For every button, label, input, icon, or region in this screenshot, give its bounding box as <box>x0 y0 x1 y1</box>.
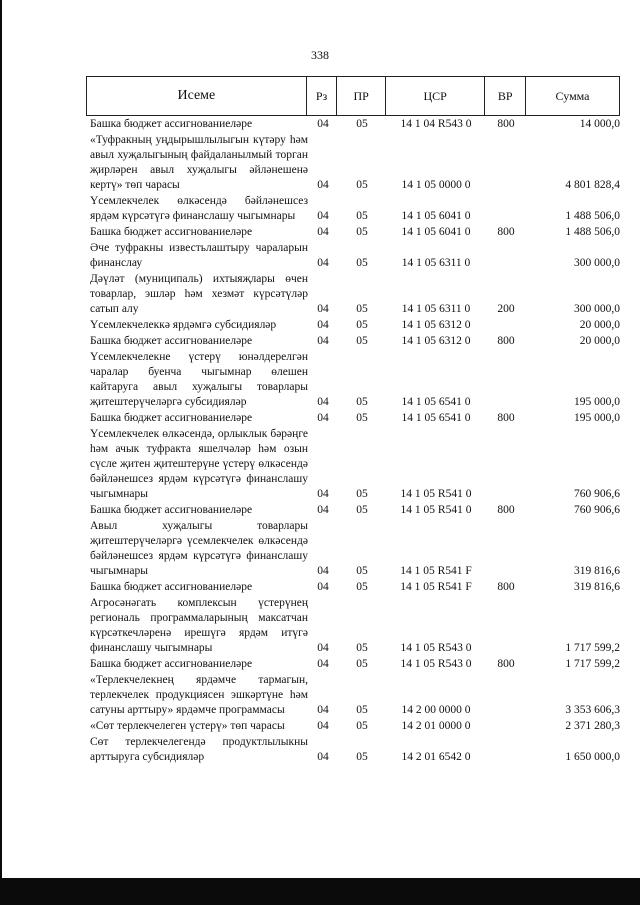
row-vr: 200 <box>497 303 515 315</box>
row-rz: 04 <box>317 179 329 191</box>
scan-left-edge <box>0 0 2 905</box>
row-rz: 04 <box>317 504 329 516</box>
table-row <box>90 350 620 410</box>
row-name: Башка бюджет ассигнованиеләре <box>90 581 253 593</box>
row-pr: 05 <box>356 751 368 763</box>
row-csr: 14 1 05 R541 0 <box>400 504 472 516</box>
table-row <box>90 519 620 579</box>
row-csr: 14 1 05 6541 0 <box>401 396 471 408</box>
row-name: Башка бюджет ассигнованиеләре <box>90 658 253 670</box>
header-csr: ЦСР <box>385 77 485 116</box>
row-name: Сөт терлекчелегендә продуктлылыкны арттыруга субсидияләр <box>90 736 308 763</box>
row-pr: 05 <box>356 396 368 408</box>
table-row <box>90 272 620 317</box>
table-row <box>90 334 620 349</box>
row-sum: 760 906,6 <box>574 504 620 516</box>
row-sum: 319 816,6 <box>574 565 620 577</box>
row-rz: 04 <box>317 226 329 238</box>
row-pr: 05 <box>356 581 368 593</box>
row-csr: 14 1 05 0000 0 <box>401 179 471 191</box>
row-rz: 04 <box>317 319 329 331</box>
row-pr: 05 <box>356 335 368 347</box>
row-pr: 05 <box>356 257 368 269</box>
row-pr: 05 <box>356 504 368 516</box>
row-csr: 14 1 05 R543 0 <box>400 642 472 654</box>
row-csr: 14 2 00 0000 0 <box>401 704 471 716</box>
row-vr: 800 <box>497 658 515 670</box>
row-name: «Туфракның уңдырышлылыгын күтәру һәм авыл хуҗалыгының файдаланылмый торган җирләрен авыл хуҗалыгы әйләнешенә кертү» төп чарасы <box>90 134 308 191</box>
row-sum: 20 000,0 <box>579 319 620 331</box>
row-name: Үсемлекчелек өлкәсендә, орлыклык бәрәңге һәм ачык туфракта яшелчәләр һәм озын сүсле җитен җитештерүне үстерү өлкәсендә бәйләнешсез ярдәм күрсәтүгә финанслашу чыгымнары <box>90 428 308 500</box>
table-row <box>90 411 620 426</box>
row-name: Үсемлекчелекне үстерү юнәлдерелгән чаралар буенча чыгымнар өлешен кайтаруга авыл хуҗалыгы товарлары җитештерүчеләргә субсидияләр <box>90 351 308 408</box>
row-name: Башка бюджет ассигнованиеләре <box>90 412 253 424</box>
row-pr: 05 <box>356 488 368 500</box>
table-row <box>90 657 620 672</box>
table-row <box>90 241 620 271</box>
header-rz: Рз <box>306 77 337 116</box>
row-pr: 05 <box>356 704 368 716</box>
table-row <box>90 117 620 132</box>
row-vr: 800 <box>497 226 515 238</box>
row-name: Үсемлекчелеккә ярдәмгә субсидияләр <box>90 319 277 331</box>
row-vr: 800 <box>497 118 515 130</box>
row-pr: 05 <box>356 565 368 577</box>
table-row <box>90 427 620 502</box>
page-number: 338 <box>311 48 329 62</box>
row-sum: 4 801 828,4 <box>565 179 620 191</box>
table-row <box>90 503 620 518</box>
table-row <box>90 133 620 193</box>
table-row <box>90 735 620 765</box>
row-rz: 04 <box>317 751 329 763</box>
row-sum: 300 000,0 <box>574 303 620 315</box>
row-pr: 05 <box>356 179 368 191</box>
scan-bottom-edge <box>0 878 640 905</box>
row-pr: 05 <box>356 720 368 732</box>
row-pr: 05 <box>356 319 368 331</box>
table-row <box>90 194 620 224</box>
row-csr: 14 1 05 R541 F <box>400 565 472 577</box>
row-name: Башка бюджет ассигнованиеләре <box>90 335 253 347</box>
row-sum: 760 906,6 <box>574 488 620 500</box>
row-rz: 04 <box>317 412 329 424</box>
row-csr: 14 1 05 R541 0 <box>400 488 472 500</box>
row-rz: 04 <box>317 396 329 408</box>
row-csr: 14 1 05 6311 0 <box>401 257 471 269</box>
table-row <box>90 596 620 656</box>
row-sum: 1 717 599,2 <box>565 658 620 670</box>
header-sum: Сумма <box>526 77 620 116</box>
row-sum: 2 371 280,3 <box>565 720 620 732</box>
row-sum: 1 650 000,0 <box>565 751 620 763</box>
row-name: Әче туфракны известьлаштыру чараларын финанслау <box>90 242 308 269</box>
table-header <box>86 76 620 116</box>
row-rz: 04 <box>317 488 329 500</box>
row-sum: 20 000,0 <box>579 335 620 347</box>
row-rz: 04 <box>317 642 329 654</box>
row-rz: 04 <box>317 303 329 315</box>
row-pr: 05 <box>356 226 368 238</box>
table-row <box>90 318 620 333</box>
row-vr: 800 <box>497 581 515 593</box>
row-name: Үсемлекчелек өлкәсендә бәйләнешсез ярдәм күрсәтүгә финанслашу чыгымнары <box>90 195 308 222</box>
row-name: Башка бюджет ассигнованиеләре <box>90 118 253 130</box>
row-pr: 05 <box>356 658 368 670</box>
table-row <box>90 673 620 718</box>
row-name: Башка бюджет ассигнованиеләре <box>90 226 253 238</box>
header-name: Исеме <box>87 77 307 116</box>
row-rz: 04 <box>317 658 329 670</box>
row-csr: 14 1 05 R543 0 <box>400 658 472 670</box>
row-pr: 05 <box>356 642 368 654</box>
row-name: Авыл хуҗалыгы товарлары җитештерүчеләргә үсемлекчелек өлкәсендә бәйләнешсез ярдәм күрсәтүгә финанслашу чыгымнары <box>90 520 308 577</box>
row-name: Агросәнәгать комплексын үстерүнең региональ программаларының максатчан күрсәткечләренә ирешүгә ярдәм итүгә финанслашу чыгымнары <box>90 597 308 654</box>
row-name: «Терлекчелекнең ярдәмче тармагын, терлекчелек продукциясен эшкәртүне һәм сатуны арттыру» ярдәмче программасы <box>90 674 308 716</box>
row-pr: 05 <box>356 210 368 222</box>
row-csr: 14 1 05 6041 0 <box>401 210 471 222</box>
table-row <box>90 225 620 240</box>
row-csr: 14 1 05 6312 0 <box>401 319 471 331</box>
row-sum: 3 353 606,3 <box>565 704 620 716</box>
row-sum: 1 488 506,0 <box>565 210 620 222</box>
row-csr: 14 1 05 6041 0 <box>401 226 471 238</box>
row-vr: 800 <box>497 412 515 424</box>
row-rz: 04 <box>317 720 329 732</box>
row-pr: 05 <box>356 303 368 315</box>
table-row <box>90 719 620 734</box>
row-sum: 319 816,6 <box>574 581 620 593</box>
budget-table-body <box>90 117 620 766</box>
table-row <box>90 580 620 595</box>
row-pr: 05 <box>356 412 368 424</box>
row-rz: 04 <box>317 118 329 130</box>
header-pr: ПР <box>337 77 385 116</box>
row-rz: 04 <box>317 565 329 577</box>
row-csr: 14 2 01 6542 0 <box>401 751 471 763</box>
row-rz: 04 <box>317 257 329 269</box>
row-csr: 14 1 05 6311 0 <box>401 303 471 315</box>
row-rz: 04 <box>317 581 329 593</box>
row-rz: 04 <box>317 210 329 222</box>
row-csr: 14 2 01 0000 0 <box>401 720 471 732</box>
row-rz: 04 <box>317 704 329 716</box>
row-sum: 1 717 599,2 <box>565 642 620 654</box>
row-pr: 05 <box>356 118 368 130</box>
row-csr: 14 1 05 6312 0 <box>401 335 471 347</box>
row-sum: 300 000,0 <box>574 257 620 269</box>
row-name: Башка бюджет ассигнованиеләре <box>90 504 253 516</box>
row-csr: 14 1 04 R543 0 <box>400 118 472 130</box>
row-sum: 1 488 506,0 <box>565 226 620 238</box>
row-vr: 800 <box>497 335 515 347</box>
header-vr: ВР <box>485 77 526 116</box>
row-csr: 14 1 05 6541 0 <box>401 412 471 424</box>
row-name: «Сөт терлекчелеген үстерү» төп чарасы <box>90 720 285 732</box>
row-name: Дәүләт (муниципаль) ихтыяҗлары өчен товарлар, эшләр һәм хезмәт күрсәтүләр сатып алу <box>90 273 308 315</box>
row-sum: 195 000,0 <box>574 396 620 408</box>
row-sum: 14 000,0 <box>579 118 620 130</box>
row-rz: 04 <box>317 335 329 347</box>
row-vr: 800 <box>497 504 515 516</box>
row-csr: 14 1 05 R541 F <box>400 581 472 593</box>
row-sum: 195 000,0 <box>574 412 620 424</box>
